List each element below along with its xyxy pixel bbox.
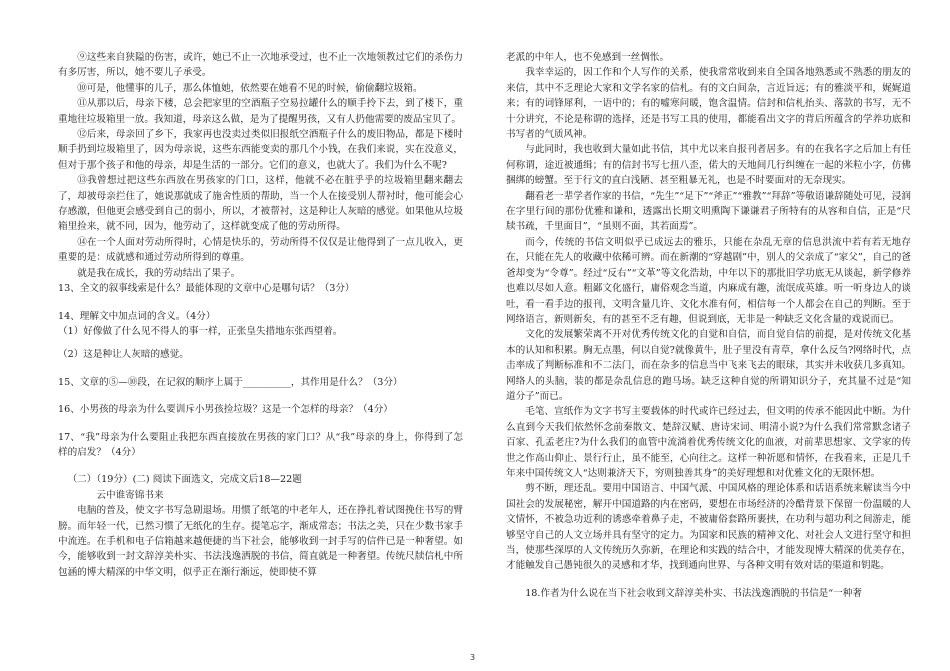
essay-para-2: 我幸幸运的，因工作和个人写作的关系，使我常常收到来自全国各地熟悉或不熟悉的朋友的来信，其中不乏理论大家和文学名家的信札。有的文白间杂，言近旨远；有的雅淡平和，娓娓道来；有的词锋犀利，一语中的；有的嘘寒问暖，饱含温情。信封和信札抬头、落款的书写，无不十分讲究，不论是称谓的选择，还是书写工具的使用，都能看出文字的背后所蕴含的学养功底和书写者的气质风神。 (506, 67, 911, 141)
essay-para-4: 翻看老一辈学者作家的书信，“先生”“足下”“斧正”“雅教”“拜辞”等敬语谦辞随处可见，浸润在字里行间的那份优雅和谦和，透露出长期文明熏陶下谦谦君子所特有的从容和自信，正是“尺牍书疏，千里面目”，“虽则不面，其若面焉”。 (506, 190, 911, 233)
para-14: ⑭在一个人面对劳动所得时，心情是快乐的，劳动所得不仅仅是让他得到了一点儿收入，更重要的是：成就感和通过劳动所得到的尊重。 (58, 236, 463, 264)
question-14-1-rest: 正张皇失措地东张西望着。 (227, 325, 343, 337)
page-number: 3 (470, 653, 476, 662)
essay-para-7: 毛笔、宣纸作为文字书写主要载体的时代或许已经过去，但文明的传承不能因此中断。为什么直到今天我们依然怀念前秦散文、楚辞汉赋、唐诗宋词、明清小说?为什么我们常常默念诸子百家、孔孟老庄?为什么我们的血管中流淌着优秀传统文化的血液，对前辈思想家、文学家的传世之作高山仰止、景行行止，虽不能至，心向往之。这样一种祈愿和情怀，在我看来，正是几千年来中国传统文人“达则兼济天下，穷则独善其身”的美好理想和对优雅文化的无限怀想。 (506, 406, 911, 479)
para-11: ⑪从那以后，母亲下楼，总会把家里的空酒瓶子空易拉罐什么的顺手拎下去，到了楼下，重重地往垃圾箱里一放。我知道，母亲这么做，是为了提醒男孩，又有人扔他需要的废品宝贝了。 (58, 98, 463, 125)
question-15-rest: ，其作用是什么？（3分） (290, 376, 403, 388)
essay-title: 云中谁寄锦书来 (96, 489, 164, 501)
para-13: ⑬我曾想过把这些东西放在男孩家的门口，这样，他就不必在脏乎乎的垃圾箱里翻来翻去了，却被母亲拦住了，她说那就成了施舍性质的帮助，当一个人在接受别人帮衬时，他可能会心存感激，但他更会感受到自己的弱小，所以，才被帮衬，这是种让人灰暗的感觉。如果他从垃圾箱里捡来，就不同，因为，他劳动了，这样就变成了他的劳动所得。 (58, 175, 463, 233)
question-13: 13、全文的叙事线索是什么？最能体现的文章中心是哪句话？（3分） (58, 283, 355, 295)
essay-para-1: 电脑的普及，使文字书写急剧退场。用惯了纸笔的中老年人，还在挣扎着试图挽住书写的臂膀。而年轻一代，已然习惯了无纸化的生存。提笔忘字，渐成常态；书法之美，只在少数书家手中流连。在手机和电子信箱越来越便捷的当下社会，能够收到一封手写的信件已是一种奢望。如今，能够收到一封文辞淳美朴实、书法浅逸洒脱的书信，简直就是一种奢望。传统尺牍信札中所包涵的博大精深的中华文明，似乎正在渐行渐远，使即使不算 (58, 505, 463, 578)
right-column (506, 50, 911, 601)
section-2-heading: （二）（19分）(二) 阅读下面选文，完成文后18—22题 (67, 474, 302, 486)
essay-para-3: 与此同时，我也收到大量如此书信，其中尤以来自报刊者居多。有的在我名字之后加上有任何称谓，途近被通缉；有的信封书写七扭八歪，偌大的天地间几行纠缠在一起的米粒小字，仿佛捆绑的螃蟹。至于行文的直白浅陋、甚至粗暴无礼，也是不时要面对的无奈现实。 (506, 144, 911, 187)
question-14-2: （2）这是种让人灰暗的感觉。 (58, 349, 189, 361)
essay-para-6: 文化的发展繁荣离不开对优秀传统文化的自觉和自信，而自觉自信的前提，是对传统文化基本的认知和积累。胸无点墨，何以自觉?就像黄牛，肚子里没有青草，拿什么反刍?网络时代，点击率成了判断标准和不二法门，而在杂多的信息当中飞来飞去的眼球，其实并未收获几多真知。网络人的头脑，装的都是杂乱信息的跑马场。缺乏这种自觉的所谓知识分子，充其量不过是“知道分子”而已。 (506, 329, 911, 402)
para-15: 就是我在成长，我的劳动结出了果子。 (77, 267, 241, 279)
para-9: ⑨这些来自狭隘的伤害，或许，她已不止一次地承受过，也不止一次地领教过它们的杀伤力有多厉害，所以，她不要儿子承受。 (58, 52, 463, 79)
para-10: ⑩可是，他懂事的儿子，那么体恤她，依然要在她看不见的时候，偷偷翻垃圾箱。 (77, 82, 423, 94)
question-14-1-lead: （1）好像做了什么见不得人的事一样， (58, 325, 228, 337)
question-15-lead: 15、文章的⑤—⑩段，在记叙的顺序上属于 (58, 376, 243, 388)
para-12: ⑫后来，母亲回了乡下，我家再也没卖过类似旧报纸空酒瓶子什么的废旧物品，都是下楼时顺手扔到垃圾箱里了，因为母亲说，这些东西能变卖的那几个小钱，在我们来说，实在没意义，但对于那个孩子和他的母亲，却是生活的一部分。它们的意义，也就大了。我们为什么不呢? (58, 129, 463, 171)
question-14: 14、理解文中加点词的含义。（4分） (58, 310, 216, 322)
question-14-1 (58, 324, 463, 339)
answer-blank[interactable]: __________ (242, 376, 291, 388)
question-18: 18.作者为什么说在当下社会收到文辞淳美朴实、书法浅逸洒脱的书信是“一种奢 (525, 587, 862, 599)
essay-continued: 老派的中年人，也不免感到一丝惆怅。 (506, 52, 670, 63)
question-16: 16、小男孩的母亲为什么要训斥小男孩捡垃圾？这是一个怎样的母亲？（4分） (58, 404, 393, 416)
question-17: 17、“我”母亲为什么要阻止我把东西直接放在男孩的家门口？从“我”母亲的身上，你得到了怎样的启发？（4分） (58, 431, 463, 458)
left-column (58, 50, 463, 580)
question-15 (58, 375, 463, 390)
essay-para-8: 剪不断，理还乱。要用中国语言、中国气派、中国风格的理论体系和话语系统来解读当今中国社会的发展秘密，解开中国道路的内在密码，要想在市场经济的冷酷背景下保留一份温暖的人文情怀，不被急功近利的诱惑牵着鼻子走，不被庸俗套路所裹挟，在功利与超功利之间游走，能够坚守自己的人文立场并具有坚守的定力。为国家和民族的精神文化、对社会人文进行坚守和担当，使那些深厚的人文传统历久弥新，在理论和实践的结合中，才能发现博大精深的优美存在，才能触发自己愚钝很久的灵感和才华，找到通向世界、与各种文明有效对话的渠道和钥匙。 (506, 483, 911, 572)
essay-para-5: 而今，传统的书信文明似乎已成远去的雅乐，只能在杂乱无章的信息洪流中若有若无地存在，只能在先人的收藏中依稀可辨。而在新潮的“穿越剧”中，别人的父亲成了“家父”，自己的爸爸却变为“令尊”。经过“反右”“文革”等文化浩劫，中年以下的那批旧学功底无从谈起，新学修养也难以尽如人意。粗鄙文化盛行，庸俗观念当道，内麻成有趣，流氓成英雄。听一听身边人的谈吐，看一看手边的报刊，文明含量几许、文化水准有何，相信每一个人都会在自己的判断。至于网络语言，新则新矣，有的甚至不乏有趣，但说到底，无非是一种缺乏文化含量的戏说而已。 (506, 236, 911, 325)
